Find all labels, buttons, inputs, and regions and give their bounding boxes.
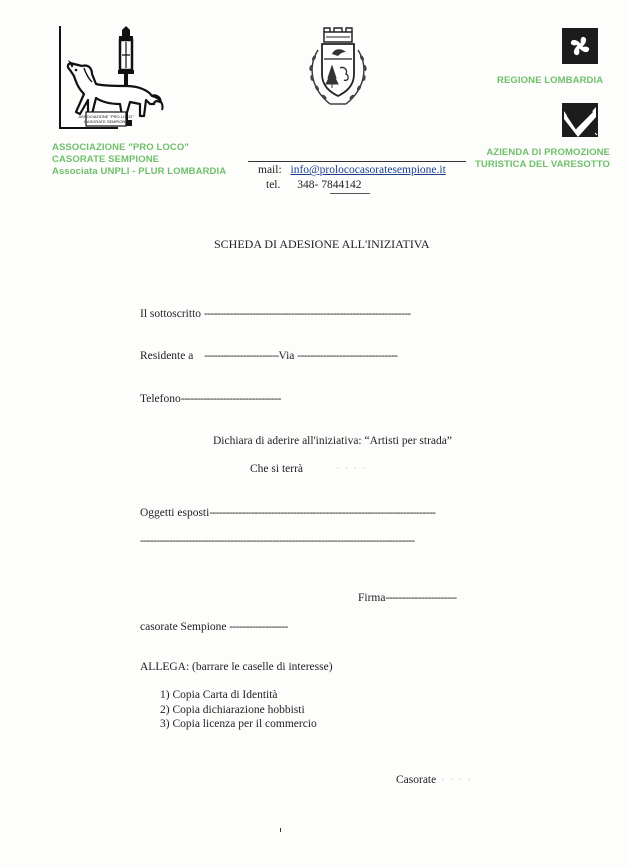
- allega-list: [160, 688, 317, 732]
- contact-rule-bottom: [330, 193, 370, 194]
- pro-loco-line-2: CASORATE SEMPIONE: [52, 154, 160, 165]
- municipal-crest: [300, 26, 376, 108]
- allega-item-carta-identita[interactable]: 1) Copia Carta di Identità: [160, 689, 278, 701]
- pro-loco-horse-lantern-logo-icon: [56, 24, 164, 132]
- apt-label: [470, 147, 610, 171]
- firma-label: Firma: [358, 592, 386, 604]
- telefono-field[interactable]: -------------------------------: [180, 393, 281, 405]
- via-field[interactable]: -------------------------------: [297, 350, 398, 362]
- contact-tel-row: [266, 179, 361, 191]
- residente-label: Residente a: [140, 350, 194, 362]
- oggetti-field-2[interactable]: -------------------------------------------------------------------------------------: [140, 535, 415, 547]
- pro-loco-logo: [56, 24, 164, 132]
- telefono-row: [140, 393, 281, 405]
- apt-line-2: TURISTICA DEL VARESOTTO: [475, 159, 610, 170]
- check-mark-logo-icon: [562, 103, 598, 137]
- sottoscritto-row: [140, 308, 411, 320]
- sottoscritto-label: Il sottoscritto: [140, 308, 202, 320]
- footer-place-row: [396, 774, 472, 786]
- telefono-label: Telefono: [140, 393, 181, 405]
- apt-line-1: AZIENDA DI PROMOZIONE: [486, 147, 610, 158]
- contact-mail-row: [258, 164, 446, 176]
- footer-date-field[interactable]: · · · ·: [441, 774, 473, 786]
- luogo-label: casorate Sempione: [140, 621, 227, 633]
- pro-loco-line-3: Associata UNPLI - PLUR LOMBARDIA: [52, 166, 227, 177]
- data-field[interactable]: ------------------: [229, 621, 288, 633]
- pro-loco-association-name: [52, 142, 252, 178]
- svg-text:CASORATE SEMPIONE: CASORATE SEMPIONE: [84, 119, 128, 124]
- allega-heading: ALLEGA: (barrare le caselle di interesse): [140, 661, 333, 673]
- che-si-terra-field[interactable]: · · · ·: [335, 463, 367, 475]
- footer-place: Casorate: [396, 774, 437, 786]
- luogo-row: [140, 621, 288, 633]
- allega-item-licenza-commercio[interactable]: 3) Copia licenza per il commercio: [160, 718, 317, 730]
- apt-varesotto-logo: [562, 103, 598, 137]
- sottoscritto-field[interactable]: ----------------------------------------------------------------: [203, 308, 411, 320]
- firma-row: [358, 592, 457, 604]
- che-si-terra-row: [250, 463, 367, 475]
- contact-rule-top: [248, 161, 466, 162]
- via-label: Via: [278, 350, 295, 362]
- region-label: REGIONE LOMBARDIA: [497, 75, 604, 86]
- regione-lombardia-rose-icon: [562, 28, 598, 64]
- tel-label: tel.: [266, 179, 281, 191]
- regione-lombardia-logo: [562, 28, 598, 64]
- mail-link[interactable]: info@prolococasoratesempione.it: [290, 164, 446, 176]
- dichiara-text: Dichiara di aderire all'iniziativa: “Artisti per strada”: [213, 435, 452, 447]
- residente-row: [140, 350, 397, 362]
- che-si-terra-label: Che si terrà: [250, 463, 304, 475]
- svg-text:ASSOCIAZIONE "PRO LOCO": ASSOCIAZIONE "PRO LOCO": [78, 114, 134, 119]
- municipal-coat-of-arms-icon: [300, 26, 376, 108]
- allega-item-dichiarazione-hobbisti[interactable]: 2) Copia dichiarazione hobbisti: [160, 703, 305, 716]
- residente-field[interactable]: -----------------------: [204, 350, 279, 362]
- form-title: SCHEDA DI ADESIONE ALL'INIZIATIVA: [214, 237, 430, 251]
- oggetti-row-2: [140, 535, 415, 547]
- scan-speck: [280, 828, 281, 832]
- oggetti-field[interactable]: ----------------------------------------------------------------------: [209, 507, 436, 519]
- oggetti-label: Oggetti esposti: [140, 507, 210, 519]
- oggetti-row: [140, 507, 435, 519]
- firma-field[interactable]: ----------------------: [385, 592, 457, 604]
- mail-label: mail:: [258, 164, 282, 176]
- pro-loco-line-1: ASSOCIAZIONE "PRO LOCO": [52, 142, 189, 153]
- tel-value: 348- 7844142: [297, 179, 362, 191]
